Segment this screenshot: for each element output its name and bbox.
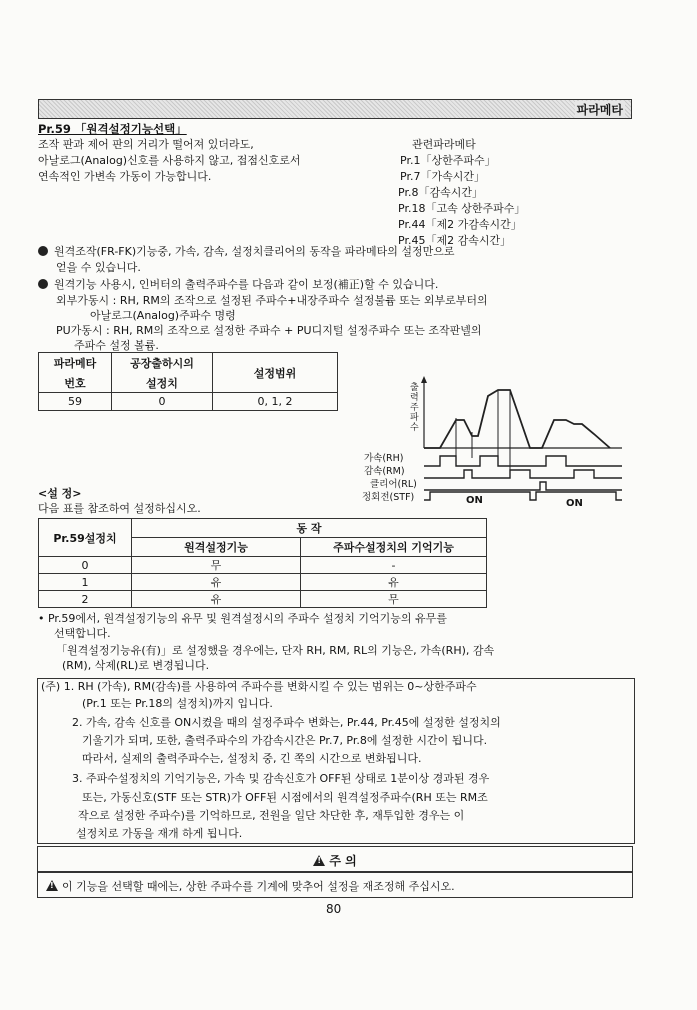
- related-param: Pr.18「고속 상한주파수」: [398, 202, 526, 215]
- setting-title: <설 정>: [38, 487, 82, 500]
- note-line: 3. 주파수설정치의 기억기능은, 가속 및 감속신호가 OFF된 상태로 1분이상 경과된 경우: [72, 772, 490, 785]
- note-line: (주) 1. RH (가속), RM(감속)를 사용하여 주파수를 변화시킬 수 있는 범위는 0~상한주파수: [41, 680, 477, 693]
- note-line: (Pr.1 또는 Pr.18의 설정치)까지 입니다.: [82, 697, 273, 710]
- description-line: 선택합니다.: [54, 627, 111, 640]
- table-header: 설정범위: [213, 353, 338, 393]
- related-title: 관련파라메타: [412, 138, 476, 151]
- table-cell: 59: [39, 393, 112, 411]
- bullet-text: PU가동시 : RH, RM의 조작으로 설정한 주파수 + PU디지털 설정주파수 또는 조작판넬의: [56, 324, 482, 337]
- caution-text: 이 기능을 선택할 때에는, 상한 주파수를 기계에 맞추어 설정을 재조정해 주십시오.: [62, 880, 455, 893]
- bullet-text: 원격조작(FR-FK)기능중, 가속, 감속, 설정치클리어의 동작을 파라메타의 설정만으로: [54, 245, 455, 258]
- related-param: Pr.7「가속시간」: [400, 170, 485, 183]
- table-header: 동 작: [132, 519, 487, 538]
- bullet-text: 주파수 설정 볼륨.: [74, 339, 159, 352]
- description-line: 「원격설정기능유(有)」로 설정했을 경우에는, 단자 RH, RM, RL의 기능은, 가속(RH), 감속: [56, 644, 495, 657]
- caution-body: [37, 872, 633, 898]
- table-cell: 0: [112, 393, 213, 411]
- bullet-item: [38, 278, 438, 292]
- table-cell: 유: [132, 591, 301, 608]
- warning-icon: [313, 855, 325, 866]
- table-header: 원격설정기능: [132, 538, 301, 557]
- related-param: Pr.1「상한주파수」: [400, 154, 496, 167]
- table-header: 번호: [39, 374, 112, 393]
- bullet-text: 외부가동시 : RH, RM의 조작으로 설정된 주파수+내장주파수 설정불륨 또는 외부로부터의: [56, 294, 488, 307]
- note-line: 설정치로 가동을 재개 하게 됩니다.: [76, 827, 243, 840]
- table-cell: 무: [301, 591, 487, 608]
- note-line: 또는, 가동신호(STF 또는 STR)가 OFF된 시점에서의 원격설정주파수(RH 또는 RM조: [82, 791, 488, 804]
- on-label: ON: [466, 495, 483, 506]
- note-line: 따라서, 실제의 출력주파수는, 설정치 중, 긴 쪽의 시간으로 변화됩니다.: [82, 752, 422, 765]
- page-number: 80: [326, 902, 342, 916]
- parameter-table: [38, 352, 338, 411]
- setting-table: [38, 518, 487, 608]
- table-header: Pr.59설정치: [39, 519, 132, 557]
- table-cell: -: [301, 557, 487, 574]
- bullet-text: 얻을 수 있습니다.: [56, 261, 141, 274]
- section-title: Pr.59 「원격설정기능선택」: [38, 122, 187, 136]
- intro-line-2: 아날로그(Analog)신호를 사용하지 않고, 접점신호로서: [38, 154, 301, 167]
- description-line: • Pr.59에서, 원격설정기능의 유무 및 원격설정시의 주파수 설정치 기억기능의 유무를: [38, 612, 447, 625]
- bullet-text: 아날로그(Analog)주파수 명령: [90, 309, 236, 322]
- intro-line-1: 조작 판과 제어 판의 거리가 떨어져 있더라도,: [38, 138, 254, 151]
- bullet-item: [38, 245, 455, 259]
- signal-label: 정회전(STF): [362, 492, 415, 503]
- table-header: 주파수설정치의 기억기능: [301, 538, 487, 557]
- bullet-icon: [38, 279, 48, 289]
- signal-label: 가속(RH): [364, 453, 404, 464]
- intro-line-3: 연속적인 가변속 가동이 가능합니다.: [38, 170, 212, 183]
- bullet-icon: [38, 246, 48, 256]
- related-param: Pr.44「제2 가감속시간」: [398, 218, 522, 231]
- table-cell: 1: [39, 574, 132, 591]
- section-header-bar: [38, 99, 632, 119]
- table-header: 설정치: [112, 374, 213, 393]
- diagram-y-label: 출력주파수: [410, 383, 419, 433]
- note-line: 기울기가 되며, 또한, 출력주파수의 가감속시간은 Pr.7, Pr.8에 설정한 시간이 됩니다.: [82, 734, 488, 747]
- signal-label: 클리어(RL): [370, 479, 417, 490]
- table-cell: 무: [132, 557, 301, 574]
- table-header: 파라메타: [39, 353, 112, 374]
- signal-label: 감속(RM): [364, 466, 405, 477]
- table-header: 공장출하시의: [112, 353, 213, 374]
- setting-text: 다음 표를 참조하여 설정하십시오.: [38, 502, 201, 515]
- section-header-title: 파라메타: [576, 103, 623, 117]
- table-cell: 2: [39, 591, 132, 608]
- warning-icon: [46, 880, 58, 891]
- caution-title: 주 의: [329, 854, 357, 868]
- description-line: (RM), 삭제(RL)로 변경됩니다.: [62, 659, 210, 672]
- caution-header: [37, 846, 633, 872]
- related-param: Pr.45「제2 감속시간」: [398, 234, 512, 247]
- related-param: Pr.8「감속시간」: [398, 186, 483, 199]
- note-line: 2. 가속, 감속 신호를 ON시켰을 때의 설정주파수 변화는, Pr.44, Pr.45에 설정한 설정치의: [72, 716, 501, 729]
- table-cell: 0, 1, 2: [213, 393, 338, 411]
- table-cell: 유: [301, 574, 487, 591]
- table-cell: 0: [39, 557, 132, 574]
- bullet-text: 원격기능 사용시, 인버터의 출력주파수를 다음과 같이 보정(補正)할 수 있습니다.: [54, 278, 439, 291]
- table-cell: 유: [132, 574, 301, 591]
- note-line: 작으로 설정한 주파수)를 기억하므로, 전원을 일단 차단한 후, 재투입한 경우는 이: [78, 809, 465, 822]
- on-label: ON: [566, 498, 583, 509]
